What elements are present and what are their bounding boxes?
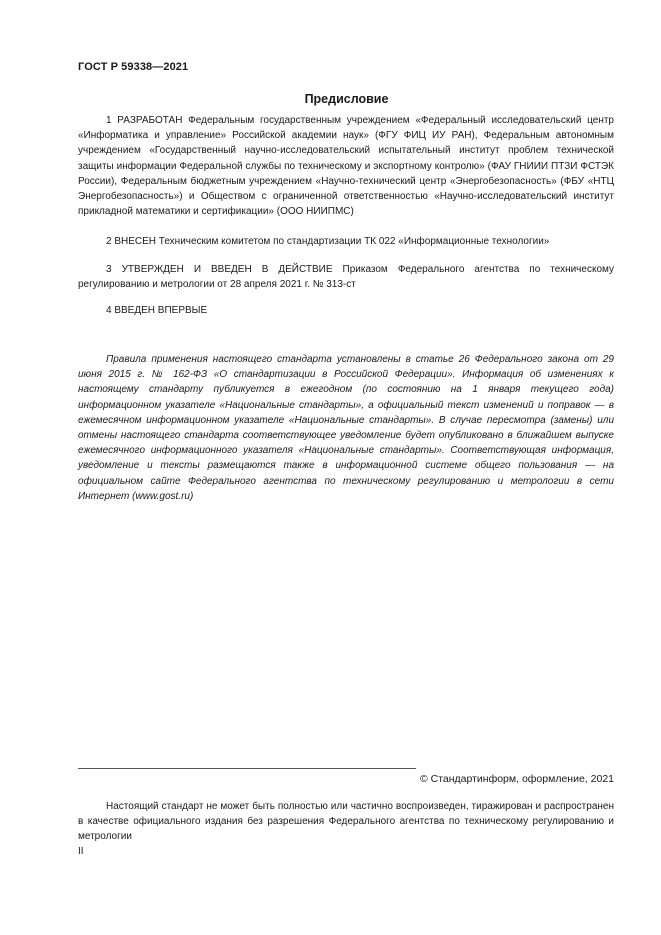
- copyright-line: © Стандартинформ, оформление, 2021: [419, 773, 614, 785]
- copyright-divider: [78, 768, 416, 769]
- preface-paragraph-2: [78, 234, 614, 249]
- preface-paragraph-1-text: 1 РАЗРАБОТАН Федеральным государственным учреждением «Федеральный исследовательский центр «Информатика и управление» Российской академии наук» (ФГУ ФИЦ ИУ РАН), Федеральным автономным учреждением «Государственный научно-исследовательский испытательный институт проблем технической защиты информации Федеральной службы по техническому и экспортному контролю» (ФАУ ГНИИИ ПТЗИ ФСТЭК России), Федеральным бюджетным учреждением «Научно-технический центр «Энергобезопасность» (ФБУ «НТЦ Энергобезопасность») и Обществом с ограниченной ответственностью «Научно-исследовательский институт прикладной математики и сертификации» (ООО НИИПМС): [78, 115, 614, 218]
- preface-paragraph-4-text: 4 ВВЕДЕН ВПЕРВЫЕ: [106, 305, 208, 316]
- application-rules-notice-text: Правила применения настоящего стандарта установлены в статье 26 Федерального закона от 29 июня 2015 г. № 162-ФЗ «О стандартизации в Российской Федерации». Информация об изменениях к настоящему стандарту публикуется в ежегодном (по состоянию на 1 января текущего года) информационном указателе «Национальные стандарты», а официальный текст изменений и поправок — в ежемесячном информационном указателе «Национальные стандарты». В случае пересмотра (замены) или отмены настоящего стандарта соответствующее уведомление будет опубликовано в ближайшем выпуске ежемесячного информационного указателя «Национальные стандарты». Соответствующая информация, уведомление и тексты размещаются также в информационной системе общего пользования — на официальном сайте Федерального агентства по техническому регулированию и метрологии в сети Интернет (www.gost.ru): [78, 354, 614, 502]
- application-rules-notice: [78, 352, 614, 504]
- document-code: ГОСТ Р 59338—2021: [78, 61, 189, 73]
- reproduction-legal-notice-text: Настоящий стандарт не может быть полностью или частично воспроизведен, тиражирован и распространен в качестве официального издания без разрешения Федерального агентства по техническому регулированию и метрологии: [78, 801, 614, 843]
- reproduction-legal-notice: [78, 799, 614, 845]
- preface-paragraph-2-text: 2 ВНЕСЕН Техническим комитетом по стандартизации ТК 022 «Информационные технологии»: [106, 236, 550, 247]
- page-number: II: [78, 846, 84, 857]
- preface-paragraph-3: [78, 262, 614, 292]
- preface-paragraph-1: [78, 113, 614, 219]
- preface-title: Предисловие: [304, 92, 389, 106]
- preface-paragraph-3-text: 3 УТВЕРЖДЕН И ВВЕДЕН В ДЕЙСТВИЕ Приказом Федерального агентства по техническому регулированию и метрологии от 28 апреля 2021 г. № 313-ст: [78, 264, 614, 291]
- preface-paragraph-4: [78, 303, 614, 318]
